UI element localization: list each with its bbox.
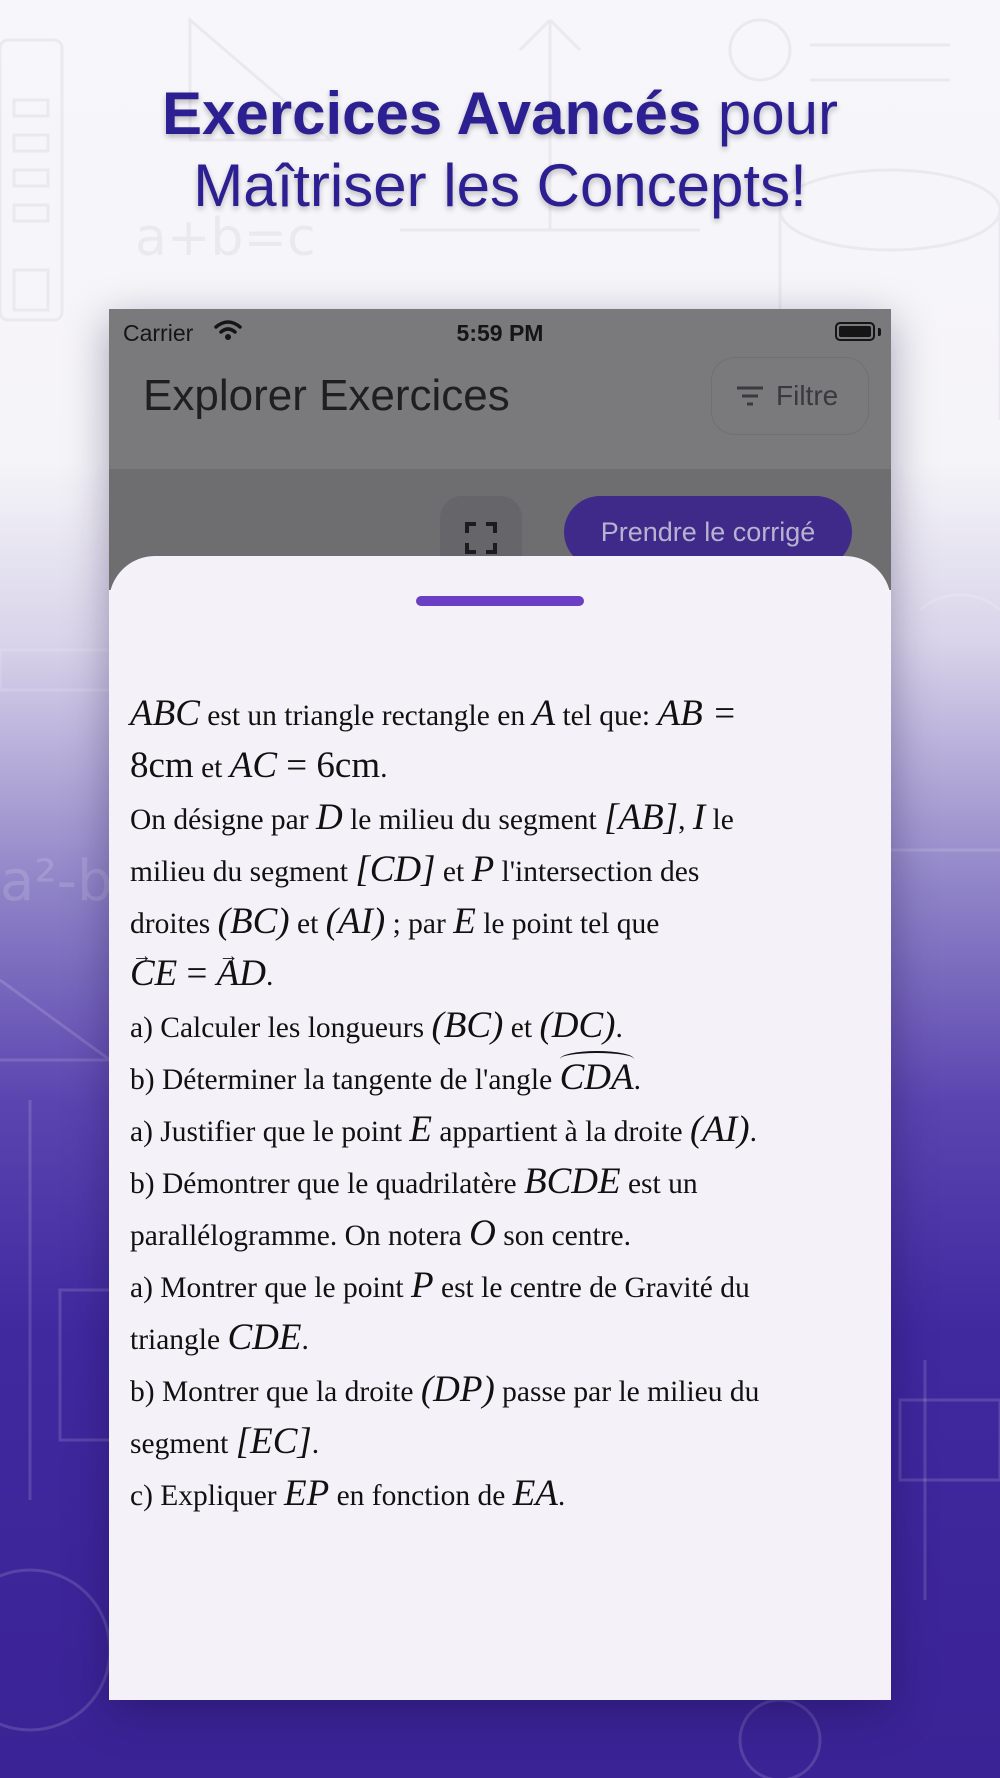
exercise-statement bbox=[130, 689, 875, 1521]
text-span: . bbox=[557, 1480, 566, 1512]
app-header-dimmed bbox=[109, 309, 891, 590]
text-span: ; par bbox=[385, 908, 454, 940]
text-span: et bbox=[289, 908, 326, 940]
filter-icon bbox=[736, 385, 764, 407]
text-span: l'intersection des bbox=[494, 856, 700, 888]
math-term: O bbox=[469, 1213, 496, 1254]
math-term: BCDE bbox=[523, 1161, 621, 1202]
status-bar bbox=[109, 309, 891, 353]
status-time: 5:59 PM bbox=[456, 320, 544, 346]
text-span: . bbox=[380, 752, 388, 784]
battery-nub bbox=[878, 328, 881, 336]
text-span: est un triangle rectangle en bbox=[199, 700, 533, 732]
math-term: D bbox=[315, 797, 343, 838]
math-term: (BC) bbox=[217, 901, 290, 942]
statement-line bbox=[130, 897, 875, 949]
text-span: triangle bbox=[130, 1324, 228, 1356]
text-span: . bbox=[615, 1012, 623, 1044]
math-term: (DC) bbox=[539, 1005, 616, 1046]
text-span: On désigne par bbox=[130, 804, 316, 836]
text-span: le point tel que bbox=[475, 908, 660, 940]
battery-icon bbox=[835, 322, 875, 341]
math-term: ABC bbox=[130, 693, 200, 734]
promo-headline bbox=[0, 78, 1000, 222]
math-term: [CD] bbox=[355, 849, 436, 890]
question-line bbox=[130, 1053, 875, 1105]
text-span: son centre. bbox=[495, 1220, 631, 1252]
math-term: CDE bbox=[227, 1317, 302, 1358]
statement-line bbox=[130, 689, 875, 741]
text-span: tel que: bbox=[555, 700, 658, 732]
text-span: et bbox=[503, 1012, 540, 1044]
math-term: E bbox=[409, 1109, 432, 1150]
text-span: . bbox=[311, 1428, 320, 1460]
text-span: a) Justifier que le point bbox=[130, 1116, 410, 1148]
math-term: E bbox=[453, 901, 476, 942]
text-span: passe par le milieu du bbox=[494, 1376, 760, 1408]
svg-text:a²-b²: a²-b² bbox=[0, 849, 135, 914]
filter-button[interactable] bbox=[711, 357, 869, 435]
math-term: AC bbox=[229, 745, 278, 786]
text-span: b) Montrer que la droite bbox=[130, 1376, 421, 1408]
text-span: a) Calculer les longueurs bbox=[130, 1012, 432, 1044]
text-span: est un bbox=[620, 1168, 698, 1200]
phone-screen bbox=[109, 309, 891, 1700]
math-term: = 6cm bbox=[277, 745, 381, 786]
text-span: est le centre de Gravité du bbox=[433, 1272, 750, 1304]
vector-term: → CE bbox=[130, 949, 177, 999]
statement-line bbox=[130, 949, 875, 1001]
statement-line bbox=[130, 741, 875, 793]
take-correction-button[interactable]: Prendre le corrigé bbox=[564, 496, 852, 568]
math-term: [EC] bbox=[235, 1421, 312, 1462]
headline-line2: Maîtriser les Concepts! bbox=[193, 152, 807, 219]
math-term: 8cm bbox=[130, 745, 194, 786]
text-span: b) Déterminer la tangente de l'angle bbox=[130, 1064, 560, 1096]
question-line bbox=[130, 1157, 875, 1209]
text-span: a) Montrer que le point bbox=[130, 1272, 411, 1304]
text-span: , bbox=[678, 804, 693, 836]
text-span: segment bbox=[130, 1428, 236, 1460]
math-term: (BC) bbox=[431, 1005, 504, 1046]
math-term: A bbox=[532, 693, 556, 734]
text-span: . bbox=[749, 1116, 757, 1148]
question-line bbox=[130, 1105, 875, 1157]
math-term: (AI) bbox=[689, 1109, 750, 1150]
text-span: c) Expliquer bbox=[130, 1480, 284, 1512]
statement-line bbox=[130, 845, 875, 897]
bottom-sheet bbox=[109, 556, 891, 1700]
carrier-label: Carrier bbox=[123, 320, 194, 346]
filter-label: Filtre bbox=[776, 380, 839, 411]
question-line bbox=[130, 1313, 875, 1365]
text-span: et bbox=[435, 856, 472, 888]
page-title: Explorer Exercices bbox=[143, 371, 510, 420]
math-term: AB = bbox=[657, 693, 737, 734]
statement-line bbox=[130, 793, 875, 845]
math-term: [AB] bbox=[604, 797, 679, 838]
math-term: EP bbox=[284, 1473, 330, 1514]
text-span: . bbox=[265, 960, 274, 992]
question-line bbox=[130, 1417, 875, 1469]
text-span: le bbox=[705, 804, 734, 836]
question-line bbox=[130, 1001, 875, 1053]
headline-rest: pour bbox=[701, 80, 839, 147]
text-span: en fonction de bbox=[329, 1480, 513, 1512]
text-span: milieu du segment bbox=[130, 856, 356, 888]
question-line bbox=[130, 1469, 875, 1521]
vector-term: → AD bbox=[217, 949, 266, 999]
question-line bbox=[130, 1209, 875, 1261]
text-span: parallélogramme. On notera bbox=[130, 1220, 470, 1252]
headline-bold: Exercices Avancés bbox=[161, 80, 702, 147]
math-term: P bbox=[411, 1265, 434, 1306]
text-span: b) Démontrer que le quadrilatère bbox=[130, 1168, 524, 1200]
text-span: droites bbox=[130, 908, 218, 940]
math-term: EA bbox=[512, 1473, 558, 1514]
math-term: P bbox=[471, 849, 495, 890]
question-line bbox=[130, 1365, 875, 1417]
sheet-drag-handle[interactable] bbox=[416, 596, 584, 606]
math-term: (AI) bbox=[325, 901, 386, 942]
text-span: le milieu du segment bbox=[342, 804, 605, 836]
math-term: (DP) bbox=[420, 1369, 495, 1410]
fullscreen-icon bbox=[465, 522, 497, 554]
math-term: = bbox=[177, 953, 217, 994]
svg-text:a+b=c: a+b=c bbox=[135, 208, 316, 268]
angle-term: CDA bbox=[560, 1053, 634, 1103]
text-span: . bbox=[633, 1064, 641, 1096]
text-span: et bbox=[193, 752, 230, 784]
math-term: I bbox=[692, 797, 706, 838]
text-span: appartient à la droite bbox=[431, 1116, 690, 1148]
question-line bbox=[130, 1261, 875, 1313]
text-span: . bbox=[301, 1324, 309, 1356]
